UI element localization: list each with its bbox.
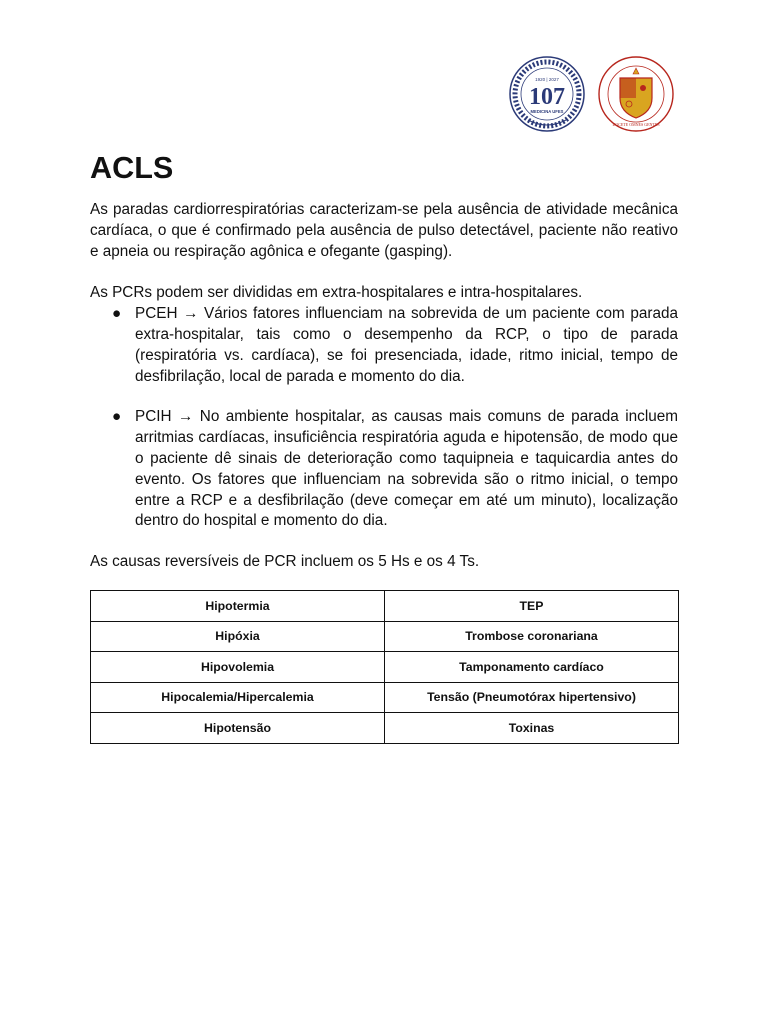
logo-years: 1920 | 2027 [535, 77, 559, 82]
division-paragraph: As PCRs podem ser divididas em extra-hospitalares e intra-hospitalares. [90, 284, 583, 302]
reversible-causes-table [90, 590, 679, 744]
table-cell-t: TEP [385, 591, 679, 622]
table-cell-t: Tamponamento cardíaco [385, 652, 679, 683]
table-row [91, 713, 679, 744]
list-item-text: PCEH → Vários fatores influenciam na sobrevida de um paciente com parada extra-hospitalar, tais como o desempenho da RCP, o tipo de parada (respiratória vs. cardíaca), se foi presenciada, idade, ritmo inicial, tempo de desfibrilação, local de parada e momento do dia. [135, 305, 678, 385]
list-item [90, 304, 678, 387]
logo-motto: DOCETE OMNES GENTES [612, 122, 660, 127]
table-cell-t: Toxinas [385, 713, 679, 744]
table-cell-h: Hipocalemia/Hipercalemia [91, 682, 385, 713]
table-cell-t: Tensão (Pneumotórax hipertensivo) [385, 682, 679, 713]
table-cell-h: Hipovolemia [91, 652, 385, 683]
pcr-type-list [90, 304, 678, 532]
table-row [91, 682, 679, 713]
header-logos [506, 50, 678, 138]
intro-paragraph: As paradas cardiorrespiratórias caracterizam-se pela ausência de atividade mecânica cardíaca, o que é confirmado pela ausência de pulso detectável, paciente não reativo e apneia ou respiração agônica e ofegante (gasping). [90, 201, 678, 260]
logo-number: 107 [529, 84, 565, 110]
table-cell-t: Trombose coronariana [385, 621, 679, 652]
table-cell-h: Hipotermia [91, 591, 385, 622]
ufes-crest-logo [596, 50, 676, 138]
document-body [90, 151, 678, 573]
table-cell-h: Hipotensão [91, 713, 385, 744]
table-row [91, 652, 679, 683]
list-item [90, 407, 678, 532]
logo-ring-bottom: MEDICINA UFES [530, 109, 564, 114]
causes-paragraph: As causas reversíveis de PCR incluem os 5 Hs e os 4 Ts. [90, 553, 480, 571]
bullet-marker: ● [112, 305, 122, 323]
table-cell-h: Hipóxia [91, 621, 385, 652]
bullet-marker: ● [112, 408, 122, 426]
medicina-ufes-107-logo [506, 50, 588, 138]
list-item-text: PCIH → No ambiente hospitalar, as causas mais comuns de parada incluem arritmias cardíacas, insuficiência respiratória aguda e hipotensão, de modo que o paciente dê sinais de deterioração como taquipneia e taquicardia antes do evento. Os fatores que influenciam na sobrevida são o ritmo inicial, o tempo entre a RCP e a desfibrilação (deve começar em até um minuto), localização dentro do hospital e momento do dia. [135, 408, 678, 530]
table-row [91, 621, 679, 652]
table-row [91, 591, 679, 622]
document-title: ACLS [90, 151, 174, 185]
